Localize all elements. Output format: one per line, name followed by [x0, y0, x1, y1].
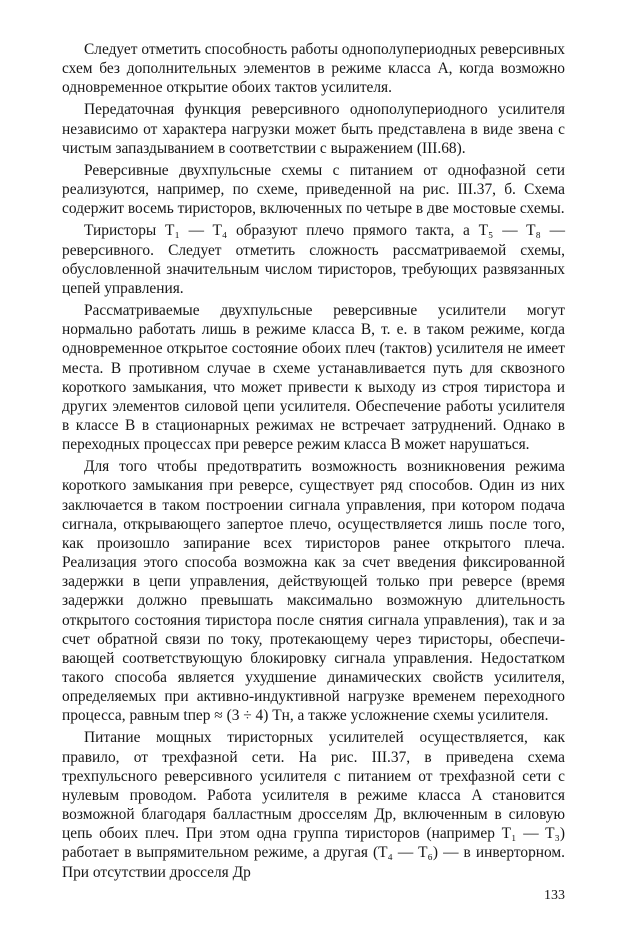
paragraph-5: Рассматриваемые двухпульсные реверсивные усилители могут нормально работать лишь в режиме класса B, т. е. в таком режиме, когда одновременное открытое состояние обоих плеч (тактов) усилителя не имеет места. В противном случае в схеме устанавливается путь для сквозного короткого замыкания, что может привести к выходу из строя тиристора и других элементов силовой цепи усилителя. Обеспечение работы усилителя в классе B в стационарных режимах не встречает затруднений. Однако в переходных процессах при реверсе режим класса B может нарушаться. — [62, 302, 565, 454]
paragraph-7: Питание мощных тиристорных усилителей осуществляется, как правило, от трехфазной сети. На рис. III.37, в приведена схема трехпульсного реверсивного усилителя с питанием от трехфазной сети с нулевым проводом. Работа усилителя в режиме класса A становится возможной благодаря балластным дросселям Др, включенным в силовую цепь обоих плеч. При этом одна группа тиристоров (например T₁ — T₃) работает в выпрямительном режиме, а другая (T₄ — T₆) — в инверторном. При отсутствии дросселя Др — [62, 729, 565, 881]
paragraph-2: Передаточная функция реверсивного однополупериодного усилителя независимо от характера нагрузки может быть представлена в виде звена с чистым запаздыванием в соответствии с выражением (III.68). — [62, 101, 565, 157]
page-number: 133 — [544, 888, 565, 903]
paragraph-3: Реверсивные двухпульсные схемы с питанием от однофазной сети реализуются, например, по схеме, приведенной на рис. III.37, б. Схема содержит восемь тиристоров, включенных по четыре в две мостовые схемы. — [62, 161, 565, 218]
paragraph-4: Тиристоры T₁ — T₄ образуют плечо прямого такта, а T₅ — T₈ — реверсивного. Следует отметить сложность рассматриваемой схемы, обусловленной значительным числом тиристоров, требующих развязанных цепей управления. — [62, 222, 565, 297]
paragraph-1: Следует отметить способность работы однополупериодных реверсивных схем без дополнительных элементов в режиме класса A, когда возможно одновременное открытие обоих тактов усилителя. — [62, 41, 565, 97]
paragraph-6: Для того чтобы предотвратить возможность возникновения режима короткого замыкания при реверсе, существует ряд способов. Один из них заключается в таком построении сигнала управления, при котором подача сигнала, открывающего запертое плечо, осуществляется лишь после того, как произошло запирание всех тиристоров ранее открытого плеча. Реализация этого способа возможна как за счет введения фиксированной задержки в цепи управления, действующей только при реверсе (время задержки должно превышать максимально возможную длительность открытого состояния тиристора после снятия сигнала управления), так и за счет обратной связи по току, протекающему через тиристоры, обеспечивающей соответствующую блокировку сигнала управления. Недостатком такого способа является ухудшение динамических свойств усилителя, определяемых при активно-индуктивной нагрузке временем переходного процесса, равным tпер ≈ (3 ÷ 4) Tн, а также усложнение схемы усилителя. — [62, 458, 565, 725]
body-text — [62, 40, 565, 882]
